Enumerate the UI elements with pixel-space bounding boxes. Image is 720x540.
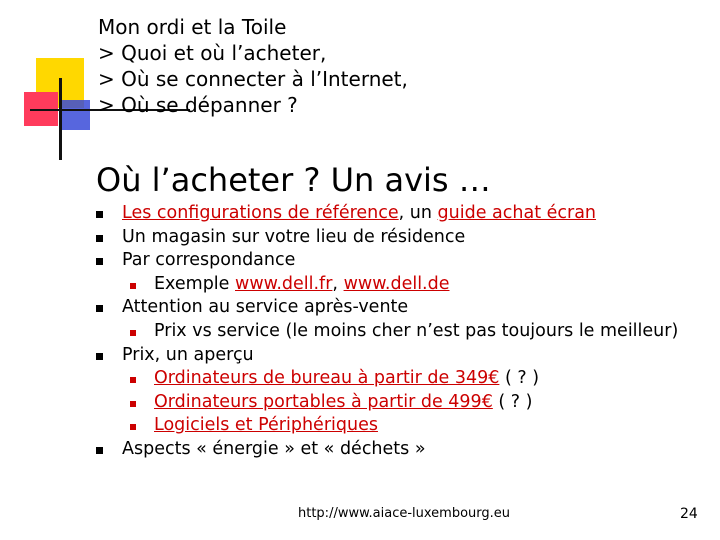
list-item-text: Attention au service après-vente bbox=[122, 297, 409, 318]
list-item-text: , bbox=[332, 273, 344, 294]
header-line-3: > Où se connecter à l’Internet, bbox=[98, 67, 408, 91]
list-item-text: , un bbox=[398, 203, 438, 223]
header-line-1: Mon ordi et la Toile bbox=[98, 15, 287, 39]
slide-header bbox=[98, 14, 408, 118]
square-bullet-icon bbox=[96, 447, 103, 454]
sub-list-item bbox=[96, 320, 678, 344]
list-item bbox=[96, 296, 678, 320]
list-item-text: Exemple bbox=[154, 273, 235, 294]
square-bullet-icon bbox=[130, 330, 136, 336]
list-item-text: ( ? ) bbox=[492, 391, 533, 412]
sub-list-item bbox=[96, 367, 678, 391]
header-line-4: > Où se dépanner ? bbox=[98, 93, 298, 117]
desktop-computers-link[interactable]: Ordinateurs de bureau à partir de 349€ bbox=[154, 368, 500, 389]
laptop-computers-link[interactable]: Ordinateurs portables à partir de 499€ bbox=[154, 391, 493, 412]
list-item-text: Aspects « énergie » et « déchets » bbox=[122, 438, 426, 459]
sub-list-item bbox=[96, 273, 678, 297]
list-item-text: Prix vs service (le moins cher n’est pas toujours le meilleur) bbox=[154, 320, 679, 341]
list-item bbox=[96, 249, 678, 273]
list-item-text: ( ? ) bbox=[499, 368, 540, 389]
square-bullet-icon bbox=[96, 353, 103, 360]
list-item bbox=[96, 344, 678, 368]
dell-de-link[interactable]: www.dell.de bbox=[343, 273, 450, 294]
slide-title: Où l’acheter ? Un avis … bbox=[96, 161, 491, 199]
list-item bbox=[96, 438, 678, 462]
dell-fr-link[interactable]: www.dell.fr bbox=[235, 273, 333, 294]
reference-configurations-link[interactable]: Les configurations de référence bbox=[122, 203, 399, 223]
square-bullet-icon bbox=[130, 377, 136, 383]
sub-list-item bbox=[96, 414, 678, 438]
square-bullet-icon bbox=[130, 283, 136, 289]
page-number: 24 bbox=[680, 506, 698, 522]
square-bullet-icon bbox=[130, 424, 136, 430]
bullet-list bbox=[96, 202, 678, 462]
sub-list-item bbox=[96, 391, 678, 415]
screen-buying-guide-link[interactable]: guide achat écran bbox=[437, 203, 597, 223]
list-item-text: Par correspondance bbox=[122, 250, 296, 271]
square-bullet-icon bbox=[96, 211, 103, 218]
square-bullet-icon bbox=[130, 401, 136, 407]
header-line-2: > Quoi et où l’acheter, bbox=[98, 41, 327, 65]
square-bullet-icon bbox=[96, 235, 103, 242]
decor-vertical-line bbox=[59, 78, 62, 160]
list-item-text: Prix, un aperçu bbox=[122, 344, 254, 365]
square-bullet-icon bbox=[96, 258, 103, 265]
list-item-text: Un magasin sur votre lieu de résidence bbox=[122, 226, 466, 247]
list-item bbox=[96, 226, 678, 250]
square-bullet-icon bbox=[96, 305, 103, 312]
footer-url: http://www.aiace-luxembourg.eu bbox=[298, 506, 511, 521]
software-peripherals-link[interactable]: Logiciels et Périphériques bbox=[154, 415, 378, 436]
list-item bbox=[96, 202, 678, 226]
decor-blue-square bbox=[60, 100, 90, 130]
